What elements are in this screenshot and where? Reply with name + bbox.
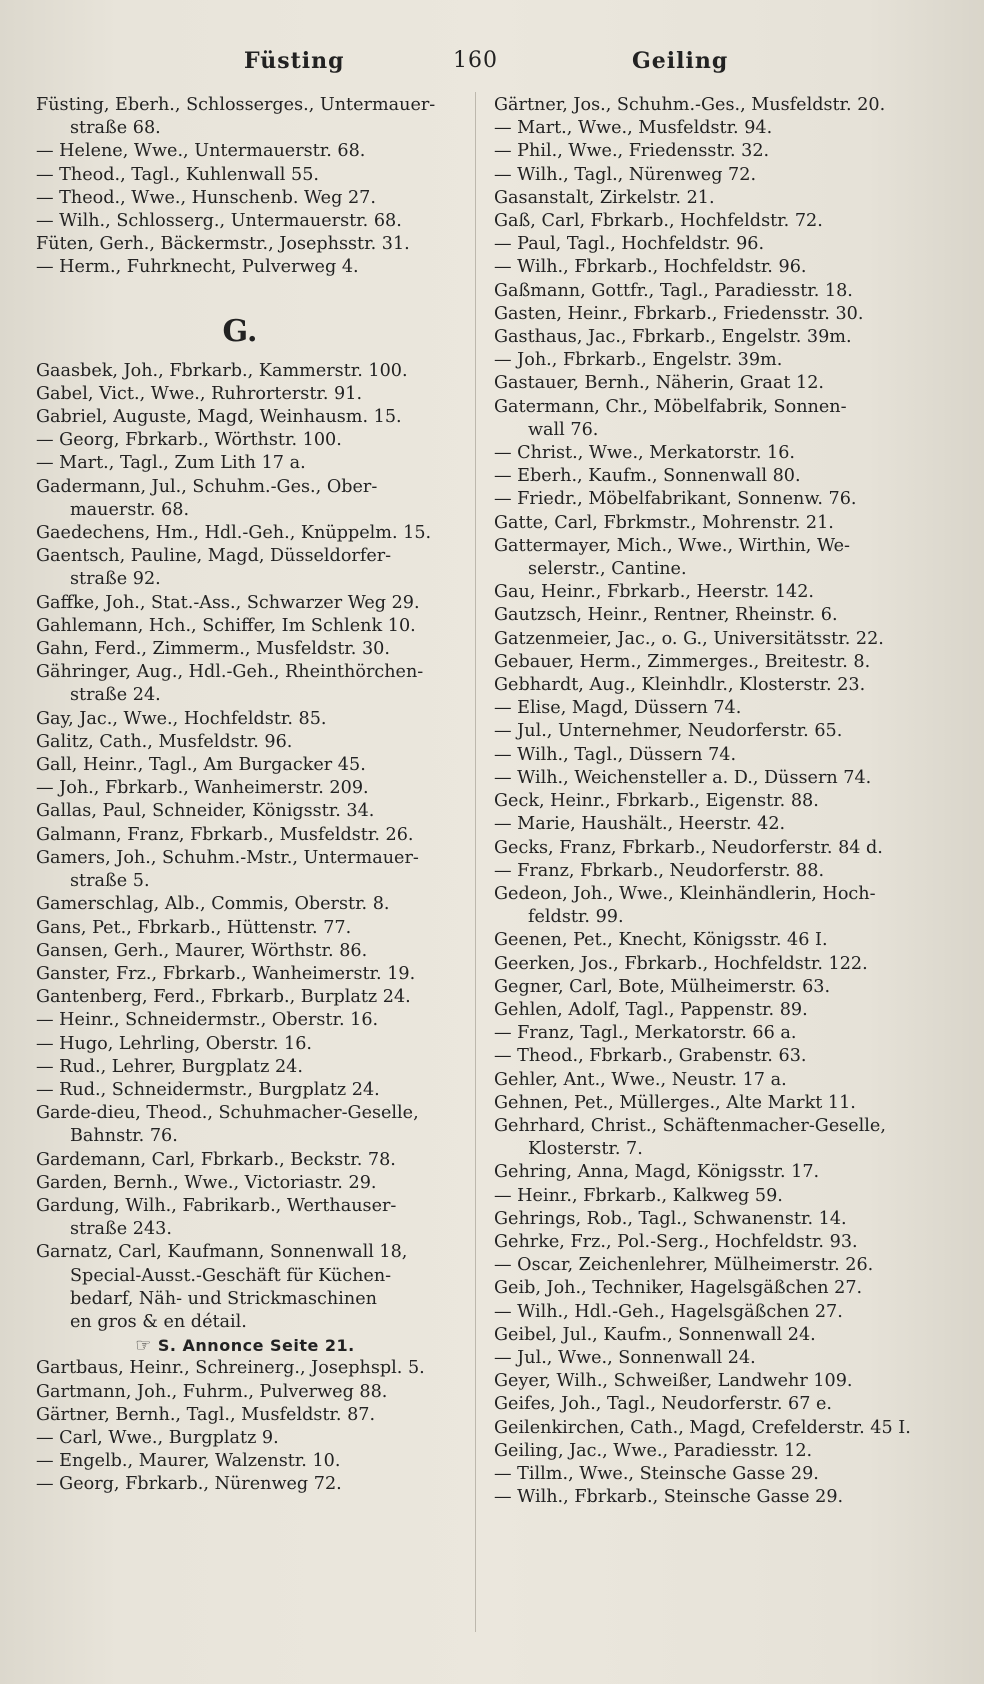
directory-entry: Gatzenmeier, Jac., o. G., Universitätsstr. 22. [494,628,884,649]
directory-entry: — Eberh., Kaufm., Sonnenwall 80. [494,466,801,487]
entry-continuation: feldstr. 99. [528,907,624,928]
directory-entry: Galitz, Cath., Musfeldstr. 96. [36,731,293,752]
pointing-hand-icon: ☞ [135,1335,152,1357]
directory-entry: Gehnen, Pet., Müllerges., Alte Markt 11. [494,1092,856,1113]
directory-entry: Gall, Heinr., Tagl., Am Burgacker 45. [36,755,366,776]
directory-entry: Gadermann, Jul., Schuhm.-Ges., Ober- [36,476,378,497]
directory-entry: — Rud., Lehrer, Burgplatz 24. [36,1056,303,1077]
directory-entry: Gärtner, Jos., Schuhm.-Ges., Musfeldstr. 20. [494,95,886,115]
directory-entry: Gahn, Ferd., Zimmerm., Musfeldstr. 30. [36,639,390,660]
directory-entry: — Theod., Wwe., Hunschenb. Weg 27. [36,187,376,208]
directory-entry: Gaßmann, Gottfr., Tagl., Paradiesstr. 18. [494,280,853,301]
running-header-left: Füsting [244,48,345,74]
directory-entry: — Georg, Fbrkarb., Wörthstr. 100. [36,430,342,451]
directory-entry: Gehrke, Frz., Pol.-Serg., Hochfeldstr. 93. [494,1231,858,1252]
directory-entry: — Helene, Wwe., Untermauerstr. 68. [36,141,366,162]
directory-entry: Geifes, Joh., Tagl., Neudorferstr. 67 e. [494,1394,832,1415]
directory-entry: Gasanstalt, Zirkelstr. 21. [494,187,715,208]
directory-entry: Galmann, Franz, Fbrkarb., Musfeldstr. 26. [36,824,414,845]
directory-entry: Gehrhard, Christ., Schäftenmacher-Geselle, [494,1115,886,1136]
directory-entry: Geyer, Wilh., Schweißer, Landwehr 109. [494,1371,853,1392]
directory-entry: Gay, Jac., Wwe., Hochfeldstr. 85. [36,708,327,729]
directory-entry: Gabriel, Auguste, Magd, Weinhausm. 15. [36,407,402,428]
directory-entry: — Marie, Haushält., Heerstr. 42. [494,814,786,835]
directory-entry: Gasten, Heinr., Fbrkarb., Friedensstr. 30. [494,303,864,324]
directory-entry: — Theod., Tagl., Kuhlenwall 55. [36,164,319,185]
entry-continuation: wall 76. [528,419,599,440]
directory-entry: Gartmann, Joh., Fuhrm., Pulverweg 88. [36,1381,388,1402]
directory-entry: Gahlemann, Hch., Schiffer, Im Schlenk 10. [36,615,416,636]
directory-entry: Gartbaus, Heinr., Schreinerg., Josephspl. 5. [36,1358,425,1379]
directory-entry: Gatte, Carl, Fbrkmstr., Mohrenstr. 21. [494,512,834,533]
directory-entry: Gecks, Franz, Fbrkarb., Neudorferstr. 84 d. [494,837,883,858]
directory-entry: — Hugo, Lehrling, Oberstr. 16. [36,1033,313,1054]
entry-continuation: straße 5. [70,871,150,892]
directory-entry: Gardemann, Carl, Fbrkarb., Beckstr. 78. [36,1149,396,1170]
directory-entry: Garden, Bernh., Wwe., Victoriastr. 29. [36,1172,377,1193]
directory-entry: — Carl, Wwe., Burgplatz 9. [36,1427,279,1448]
directory-entry: Gans, Pet., Fbrkarb., Hüttenstr. 77. [36,917,352,938]
entry-continuation: straße 92. [70,569,161,590]
directory-entry: Geenen, Pet., Knecht, Königsstr. 46 I. [494,930,828,951]
directory-entry: — Tillm., Wwe., Steinsche Gasse 29. [494,1463,819,1484]
directory-entry: Gedeon, Joh., Wwe., Kleinhändlerin, Hoch- [494,883,876,904]
directory-entry: Gaedechens, Hm., Hdl.-Geh., Knüppelm. 15. [36,523,432,544]
spacer [36,280,464,304]
directory-entry: Geck, Heinr., Fbrkarb., Eigenstr. 88. [494,791,819,812]
entry-continuation: straße 68. [70,118,161,139]
directory-entry: Füten, Gerh., Bäckermstr., Josephsstr. 31. [36,234,410,255]
directory-entry: — Wilh., Tagl., Nürenweg 72. [494,164,757,185]
column-divider [475,92,476,1632]
directory-entry: — Georg, Fbrkarb., Nürenweg 72. [36,1474,342,1495]
directory-entry: — Friedr., Möbelfabrikant, Sonnenw. 76. [494,489,857,510]
directory-entry: Gamers, Joh., Schuhm.-Mstr., Untermauer- [36,847,419,868]
page-number: 160 [453,48,498,73]
directory-entry: — Franz, Tagl., Merkatorstr. 66 a. [494,1023,797,1044]
directory-entry: Gebauer, Herm., Zimmerges., Breitestr. 8. [494,651,871,672]
directory-entry: — Wilh., Weichensteller a. D., Düssern 74. [494,767,872,788]
entry-continuation: Special-Ausst.-Geschäft für Küchen- [70,1265,392,1286]
entry-continuation: Klosterstr. 7. [528,1139,643,1160]
entry-continuation: straße 24. [70,685,161,706]
directory-entry: Ganster, Frz., Fbrkarb., Wanheimerstr. 19. [36,963,416,984]
running-header-right: Geiling [632,48,729,74]
directory-entry: — Christ., Wwe., Merkatorstr. 16. [494,443,796,464]
directory-entry: Gärtner, Bernh., Tagl., Musfeldstr. 87. [36,1404,376,1425]
right-column [494,94,922,1509]
annonce-reference [36,1334,464,1357]
directory-entry: — Heinr., Schneidermstr., Oberstr. 16. [36,1010,379,1031]
directory-entry: — Mart., Tagl., Zum Lith 17 a. [36,453,306,474]
directory-entry: — Wilh., Tagl., Düssern 74. [494,744,737,765]
directory-entry: — Heinr., Fbrkarb., Kalkweg 59. [494,1185,783,1206]
directory-entry: Gegner, Carl, Bote, Mülheimerstr. 63. [494,976,831,997]
directory-entry: Gasthaus, Jac., Fbrkarb., Engelstr. 39m. [494,327,852,348]
annonce-text: S. Annonce Seite 21. [157,1336,355,1356]
directory-entry: Garnatz, Carl, Kaufmann, Sonnenwall 18, [36,1242,408,1263]
directory-entry: Gähringer, Aug., Hdl.-Geh., Rheinthörchen- [36,662,424,683]
directory-entry: — Phil., Wwe., Friedensstr. 32. [494,141,770,162]
directory-entry: Gaffke, Joh., Stat.-Ass., Schwarzer Weg 29. [36,592,420,613]
entry-continuation: selerstr., Cantine. [528,559,687,580]
directory-entry: — Elise, Magd, Düssern 74. [494,698,742,719]
directory-entry: — Franz, Fbrkarb., Neudorferstr. 88. [494,860,825,881]
entry-continuation: mauerstr. 68. [70,499,190,520]
directory-entry: Gaentsch, Pauline, Magd, Düsseldorfer- [36,546,392,567]
directory-entry: — Wilh., Schlosserg., Untermauerstr. 68. [36,211,402,232]
directory-entry: — Jul., Unternehmer, Neudorferstr. 65. [494,721,843,742]
directory-entry: Gamerschlag, Alb., Commis, Oberstr. 8. [36,894,390,915]
directory-entry: — Wilh., Fbrkarb., Steinsche Gasse 29. [494,1487,844,1508]
directory-entry: Gaß, Carl, Fbrkarb., Hochfeldstr. 72. [494,211,823,232]
directory-entry: Garde-dieu, Theod., Schuhmacher-Geselle, [36,1103,419,1124]
directory-entry: Gabel, Vict., Wwe., Ruhrorterstr. 91. [36,383,363,404]
directory-entry: — Wilh., Hdl.-Geh., Hagelsgäßchen 27. [494,1301,843,1322]
directory-entry: Geiling, Jac., Wwe., Paradiesstr. 12. [494,1440,813,1461]
directory-entry: Gattermayer, Mich., Wwe., Wirthin, We- [494,535,850,556]
directory-entry: — Joh., Fbrkarb., Wanheimerstr. 209. [36,778,369,799]
entry-continuation: bedarf, Näh- und Strickmaschinen [70,1288,377,1309]
directory-entry: Gatermann, Chr., Möbelfabrik, Sonnen- [494,396,847,417]
directory-entry: — Jul., Wwe., Sonnenwall 24. [494,1347,756,1368]
directory-entry: — Theod., Fbrkarb., Grabenstr. 63. [494,1046,807,1067]
directory-entry: Gau, Heinr., Fbrkarb., Heerstr. 142. [494,582,815,603]
directory-entry: — Paul, Tagl., Hochfeldstr. 96. [494,234,765,255]
directory-entry: — Engelb., Maurer, Walzenstr. 10. [36,1451,341,1472]
directory-entry: Gehring, Anna, Magd, Königsstr. 17. [494,1162,820,1183]
directory-entry: Gansen, Gerh., Maurer, Wörthstr. 86. [36,940,368,961]
directory-entry: Geib, Joh., Techniker, Hagelsgäßchen 27. [494,1278,863,1299]
directory-entry: Gebhardt, Aug., Kleinhdlr., Klosterstr. 23. [494,675,866,696]
directory-entry: Geilenkirchen, Cath., Magd, Crefelderstr. 45 I. [494,1417,911,1438]
section-letter: G. [222,313,258,349]
directory-entry: Gehler, Ant., Wwe., Neustr. 17 a. [494,1069,787,1090]
directory-entry: Gautzsch, Heinr., Rentner, Rheinstr. 6. [494,605,838,626]
directory-entry: — Rud., Schneidermstr., Burgplatz 24. [36,1079,380,1100]
directory-entry: Gardung, Wilh., Fabrikarb., Werthauser- [36,1195,397,1216]
directory-entry: Gaasbek, Joh., Fbrkarb., Kammerstr. 100. [36,360,408,381]
directory-entry: — Joh., Fbrkarb., Engelstr. 39m. [494,350,783,371]
directory-entry: Geibel, Jul., Kaufm., Sonnenwall 24. [494,1324,816,1345]
directory-entry: — Mart., Wwe., Musfeldstr. 94. [494,118,773,139]
entry-continuation: straße 243. [70,1219,172,1240]
directory-entry: Gantenberg, Ferd., Fbrkarb., Burplatz 24. [36,987,411,1008]
left-column [36,94,464,1497]
directory-entry: Geerken, Jos., Fbrkarb., Hochfeldstr. 122. [494,953,868,974]
directory-entry: Gehlen, Adolf, Tagl., Pappenstr. 89. [494,999,808,1020]
directory-entry: — Wilh., Fbrkarb., Hochfeldstr. 96. [494,257,807,278]
directory-entry: Gastauer, Bernh., Näherin, Graat 12. [494,373,824,394]
entry-continuation: en gros & en détail. [70,1311,247,1332]
entry-continuation: Bahnstr. 76. [70,1126,178,1147]
directory-entry: — Herm., Fuhrknecht, Pulverweg 4. [36,257,359,278]
directory-entry: Gehrings, Rob., Tagl., Schwanenstr. 14. [494,1208,847,1229]
directory-entry: Gallas, Paul, Schneider, Königsstr. 34. [36,801,375,822]
directory-entry: — Oscar, Zeichenlehrer, Mülheimerstr. 26. [494,1255,874,1276]
directory-entry: Füsting, Eberh., Schlosserges., Untermauer- [36,95,436,115]
